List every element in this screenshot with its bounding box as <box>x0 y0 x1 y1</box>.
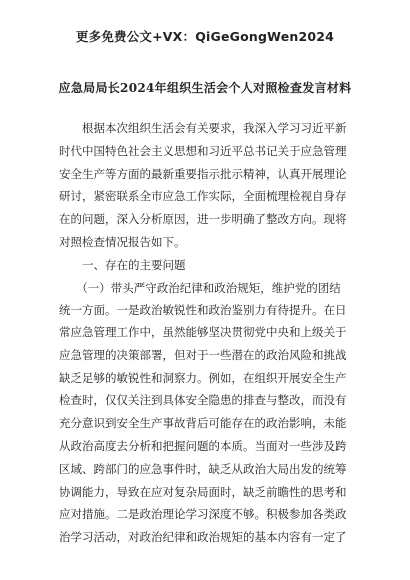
body-line: 研讨，紧密联系全市应急工作实际，全面梳理检视自身存 <box>59 189 347 204</box>
body-line: 统一方面。一是政治敏锐性和政治鉴别力有待提升。在日 <box>59 303 347 318</box>
page-header: 更多免费公文+VX：QiGeGongWen2024 <box>75 29 335 44</box>
document-body <box>59 117 359 322</box>
body-line: 对照检查情况报告如下。 <box>59 234 186 249</box>
body-line: 根据本次组织生活会有关要求，我深入学习习近平新 <box>59 121 347 135</box>
document-title: 应急局局长2024年组织生活会个人对照检查发言材料 <box>58 81 352 95</box>
body-line: 安全生产等方面的最新重要指示批示精神，认真开展理论 <box>59 166 347 181</box>
body-line: 从政治高度去分析和把握问题的本质。当面对一些涉及跨 <box>59 438 347 453</box>
body-line: 应对措施。二是政治理论学习深度不够。积极参加各类政 <box>59 507 347 522</box>
body-line: 检查时，仅仅关注到具体安全隐患的排查与整改，而没有 <box>59 393 347 408</box>
body-line: 区域、跨部门的应急事件时，缺乏从政治大局出发的统筹 <box>59 461 347 476</box>
body-line: 缺乏足够的敏锐性和洞察力。例如，在组织开展安全生产 <box>59 370 347 385</box>
body-line: 协调能力，导致在应对复杂局面时，缺乏前瞻性的思考和 <box>59 484 347 499</box>
body-line: 治学习活动，对政治纪律和政治规矩的基本内容有一定了 <box>59 530 347 545</box>
section-heading: 一、存在的主要问题 <box>59 257 186 272</box>
document-body-continued <box>59 321 359 549</box>
body-line: （一）带头严守政治纪律和政治规矩，维护党的团结 <box>59 280 341 295</box>
body-line: 时代中国特色社会主义思想和习近平总书记关于应急管理 <box>59 143 347 158</box>
body-line: 充分意识到安全生产事故背后可能存在的政治影响，未能 <box>59 416 347 431</box>
body-line: 在的问题，深入分析原因，进一步明确了整改方向。现将 <box>59 212 347 227</box>
body-line: 应急管理的决策部署，但对于一些潜在的政治风险和挑战 <box>59 347 347 362</box>
body-line: 常应急管理工作中，虽然能够坚决贯彻党中央和上级关于 <box>59 325 347 339</box>
